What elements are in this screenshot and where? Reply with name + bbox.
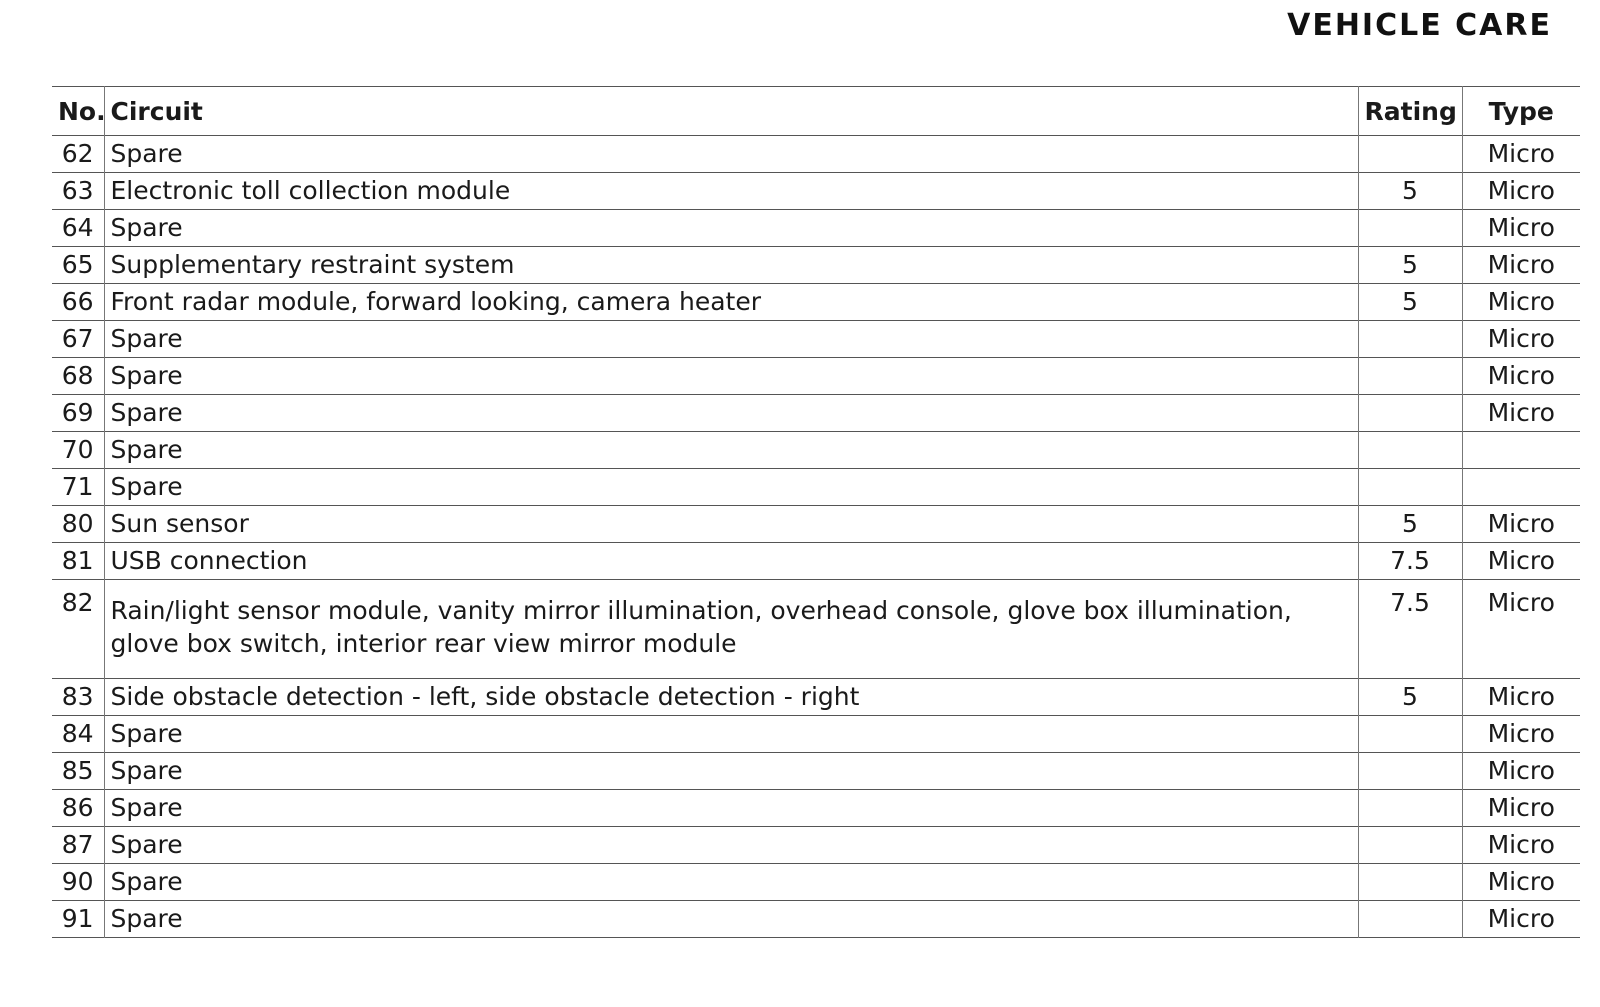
fuse-number: 91 <box>61 904 94 933</box>
column-header-type: Type <box>1462 87 1580 136</box>
fuse-number: 66 <box>61 287 94 316</box>
fuse-type: Micro <box>1462 901 1580 938</box>
table-row <box>52 432 1580 469</box>
fuse-rating <box>1358 321 1462 358</box>
fuse-type: Micro <box>1462 679 1580 716</box>
table-row <box>52 901 1580 938</box>
circuit-name: Spare <box>104 753 1358 790</box>
fuse-rating <box>1358 790 1462 827</box>
fuse-type: Micro <box>1462 358 1580 395</box>
circuit-name: Supplementary restraint system <box>104 247 1358 284</box>
fuse-type <box>1462 432 1580 469</box>
fuse-type: Micro <box>1462 864 1580 901</box>
circuit-name: Front radar module, forward looking, camera heater <box>104 284 1358 321</box>
table-row <box>52 580 1580 679</box>
circuit-name: Side obstacle detection - left, side obstacle detection - right <box>104 679 1358 716</box>
column-header-no: No. <box>58 96 106 126</box>
fuse-type: Micro <box>1462 210 1580 247</box>
circuit-name: Spare <box>104 136 1358 173</box>
fuse-number: 86 <box>61 793 94 822</box>
fuse-table <box>52 86 1580 938</box>
fuse-type: Micro <box>1462 247 1580 284</box>
fuse-rating <box>1358 827 1462 864</box>
fuse-type: Micro <box>1462 790 1580 827</box>
fuse-number: 65 <box>61 250 94 279</box>
table-body <box>52 136 1580 938</box>
table-row <box>52 469 1580 506</box>
fuse-rating <box>1358 716 1462 753</box>
circuit-name: Spare <box>104 321 1358 358</box>
table-row <box>52 827 1580 864</box>
fuse-number: 63 <box>61 176 94 205</box>
fuse-rating <box>1358 753 1462 790</box>
fuse-number: 83 <box>61 682 94 711</box>
fuse-type: Micro <box>1462 321 1580 358</box>
column-header-circuit: Circuit <box>104 87 1358 136</box>
fuse-type: Micro <box>1462 716 1580 753</box>
circuit-name: Spare <box>104 901 1358 938</box>
fuse-number: 71 <box>61 472 94 501</box>
fuse-rating <box>1358 469 1462 506</box>
fuse-rating <box>1358 864 1462 901</box>
fuse-rating: 7.5 <box>1358 580 1462 679</box>
fuse-number: 68 <box>61 361 94 390</box>
fuse-rating: 5 <box>1358 173 1462 210</box>
fuse-rating <box>1358 136 1462 173</box>
fuse-rating <box>1358 432 1462 469</box>
fuse-number: 84 <box>61 719 94 748</box>
fuse-type: Micro <box>1462 543 1580 580</box>
table-row <box>52 247 1580 284</box>
circuit-name: USB connection <box>104 543 1358 580</box>
fuse-number: 90 <box>61 867 94 896</box>
circuit-name: Spare <box>104 790 1358 827</box>
fuse-type: Micro <box>1462 136 1580 173</box>
fuse-type: Micro <box>1462 580 1580 679</box>
table-row <box>52 790 1580 827</box>
circuit-name: Spare <box>104 395 1358 432</box>
fuse-number: 82 <box>61 588 94 617</box>
fuse-rating <box>1358 210 1462 247</box>
fuse-type: Micro <box>1462 827 1580 864</box>
fuse-rating <box>1358 901 1462 938</box>
table-row <box>52 716 1580 753</box>
fuse-type: Micro <box>1462 284 1580 321</box>
section-title: VEHICLE CARE <box>1287 8 1552 43</box>
fuse-number: 64 <box>61 213 94 242</box>
fuse-type: Micro <box>1462 753 1580 790</box>
table-row <box>52 679 1580 716</box>
table-header <box>52 87 1580 136</box>
table-row <box>52 506 1580 543</box>
fuse-type: Micro <box>1462 173 1580 210</box>
fuse-type <box>1462 469 1580 506</box>
column-header-rating: Rating <box>1358 87 1462 136</box>
fuse-number: 69 <box>61 398 94 427</box>
table-row <box>52 210 1580 247</box>
fuse-rating: 5 <box>1358 284 1462 321</box>
circuit-name: Spare <box>104 210 1358 247</box>
table-row <box>52 173 1580 210</box>
circuit-name: Sun sensor <box>104 506 1358 543</box>
circuit-name: Spare <box>104 358 1358 395</box>
table-row <box>52 395 1580 432</box>
header-row <box>52 87 1580 136</box>
circuit-name: Spare <box>104 432 1358 469</box>
table-row <box>52 753 1580 790</box>
fuse-number: 67 <box>61 324 94 353</box>
fuse-number: 70 <box>61 435 94 464</box>
fuse-number: 62 <box>61 139 94 168</box>
fuse-rating: 7.5 <box>1358 543 1462 580</box>
fuse-number: 85 <box>61 756 94 785</box>
circuit-name: Rain/light sensor module, vanity mirror illumination, overhead console, glove box illumination, glove box switch, interior rear view mirror module <box>104 580 1358 679</box>
fuse-number: 80 <box>61 509 94 538</box>
fuse-rating <box>1358 358 1462 395</box>
table-row <box>52 136 1580 173</box>
fuse-type: Micro <box>1462 506 1580 543</box>
circuit-name: Spare <box>104 469 1358 506</box>
circuit-name: Spare <box>104 827 1358 864</box>
fuse-rating <box>1358 395 1462 432</box>
table-row <box>52 543 1580 580</box>
fuse-type: Micro <box>1462 395 1580 432</box>
fuse-rating: 5 <box>1358 679 1462 716</box>
circuit-name: Spare <box>104 864 1358 901</box>
circuit-name: Spare <box>104 716 1358 753</box>
table-row <box>52 864 1580 901</box>
table-row <box>52 284 1580 321</box>
table-row <box>52 358 1580 395</box>
fuse-number: 81 <box>61 546 94 575</box>
table-row <box>52 321 1580 358</box>
circuit-name: Electronic toll collection module <box>104 173 1358 210</box>
fuse-rating: 5 <box>1358 506 1462 543</box>
fuse-number: 87 <box>61 830 94 859</box>
fuse-rating: 5 <box>1358 247 1462 284</box>
